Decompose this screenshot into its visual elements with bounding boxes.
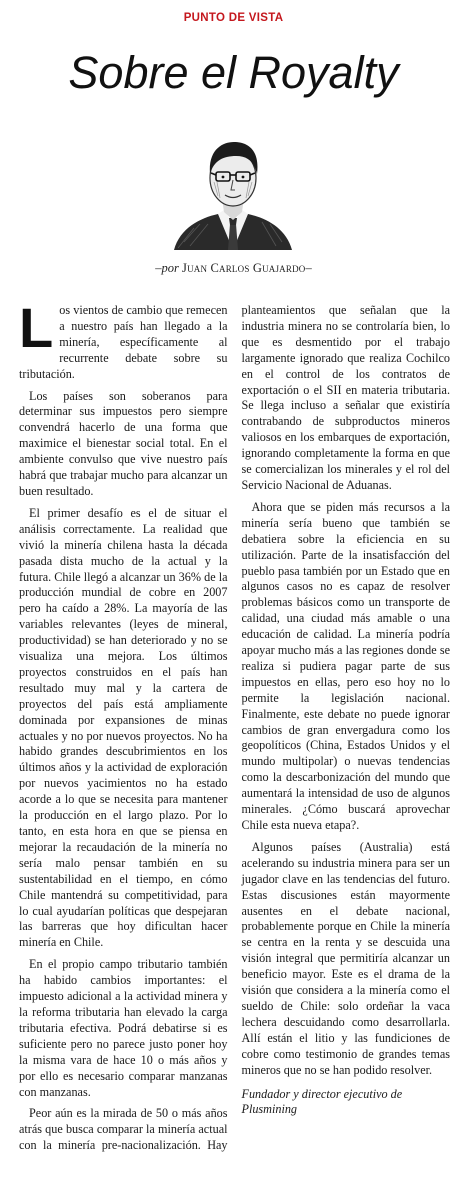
article-paragraph: Los países son soberanos para determinar sus impuestos pero siempre convendrá hacerlo de una forma que maximice el bienestar social total. En el ambiente convulso que vive nuestro país habrá que trabajar mucho para alcanzar un buen resultado.: [19, 388, 228, 498]
article-paragraph: El primer desafío es el de situar el análisis correctamente. La realidad que vivió la minería chilena hasta la década pasada dista mucho de la actual y la futura. Chile llegó a alcanzar un 36% de la producción mundial de cobre en 2007 pero ha caído a 28%. La mayoría de las variables relevantes (leyes de mineral, productividad) se han deteriorado y no se visualiza una mejora. Los últimos proyectos construidos en el país han resultado muy mal y la cartera de proyectos del país está ampliamente dominada por expansiones de minas actuales y no por nuevos proyectos. No ha habido grandes descubrimientos en los últimos años y la actividad de exploración por nuevos yacimientos no ha estado acorde a lo que se necesita para mantener la producción en el largo plazo. Por lo tanto, en esta hora en que se piensa en mejorar la recaudación de la minería no sería malo pensar también en su sustentabilidad en el tiempo, en cómo Chile mantendrá su competitividad, para lo cual ayudarían políticas que despejaran las barreras que hoy dificultan hacer minería en Chile.: [19, 505, 228, 950]
author-portrait-illustration: [170, 132, 296, 250]
article-byline: [0, 261, 467, 276]
article-body: [19, 296, 450, 1161]
article-paragraph: En el propio campo tributario también ha habido cambios importantes: el impuesto adicional a la actividad minera y la reforma tributaria han elevado la carga tributaria efectiva. Podrá debatirse si es suficiente pero no parece justo poner hoy la misma vara de hace 10 o más años y por ello es necesario comparar manzanas con manzanas.: [19, 957, 228, 1099]
article-headline: Sobre el Royalty: [68, 47, 399, 98]
article-paragraph: Peor aún es la mirada de 50 o más años atrás que busca comparar la minería actual con la minería pre-nacionalización. Hay planteamientos que señalan que la industria minera no se controlaría bien, lo que es desmentido por el trabajo largamente ignorado que realiza Cochilco en el control de los contratos de exportación o el SII en materia tributaria. Se llega incluso a señalar que existiría contrabando de subproductos mineros valiosos en los embarques de exportación, ignorando completamente la forma en que se comercializan los minerales y el rol del Servicio Nacional de Aduanas.: [19, 303, 450, 1153]
byline-author: Juan Carlos Guajardo: [182, 261, 306, 275]
article-paragraph: Algunos países (Australia) está acelerando su industria minera para ser un jugador clave en las tendencias del futuro. Estas discusiones están mayormente ausentes en el debate nacional, probablemente porque en Chile la minería se centra en la renta y se descuida una visión integral que permitiría alcanzar un beneficio mayor. Este es el drama de la visión que considera a la minería como el sueldo de Chile: solo ordeñar la vaca lechera descuidando como desarrollarla. Allí están el litio y las fundiciones de cobre como testimonio de grandes temas mineros que no se han podido resolver.: [241, 839, 450, 1077]
drop-cap: L: [19, 296, 54, 359]
author-signature: Fundador y director ejecutivo de Plusmining: [241, 1086, 403, 1117]
byline-suffix: –: [305, 261, 312, 275]
section-kicker: PUNTO DE VISTA: [183, 12, 284, 24]
article-paragraph: Ahora que se piden más recursos a la minería sería bueno que también se debatiera sobre la eficiencia en su utilización. Parte de la insatisfacción del pueblo pasa también por un Estado que en algunos casos no es capaz de resolver problemas básicos como un transporte de calidad, una ciudad más amable o una educación de calidad. La minería podría apoyar mucho más a las regiones donde se realiza si pudiera pagar parte de sus impuestos en ellas, pero eso hoy no lo permite la legislación nacional. Finalmente, este debate no puede ignorar cambios de gran envergadura como los geopolíticos (China, Estados Unidos y el mundo multipolar) o nuevas tendencias como la descarbonización del mundo que aumentará la intensidad de uso de algunos minerales. ¿Cómo buscará aprovechar Chile esta nueva etapa?.: [241, 499, 450, 832]
byline-prefix: –por: [155, 261, 179, 275]
article-paragraph: Los vientos de cambio que remecen a nuestro país han llegado a la minería, específicamente al recurrente debate sobre su tributación.: [19, 296, 228, 381]
